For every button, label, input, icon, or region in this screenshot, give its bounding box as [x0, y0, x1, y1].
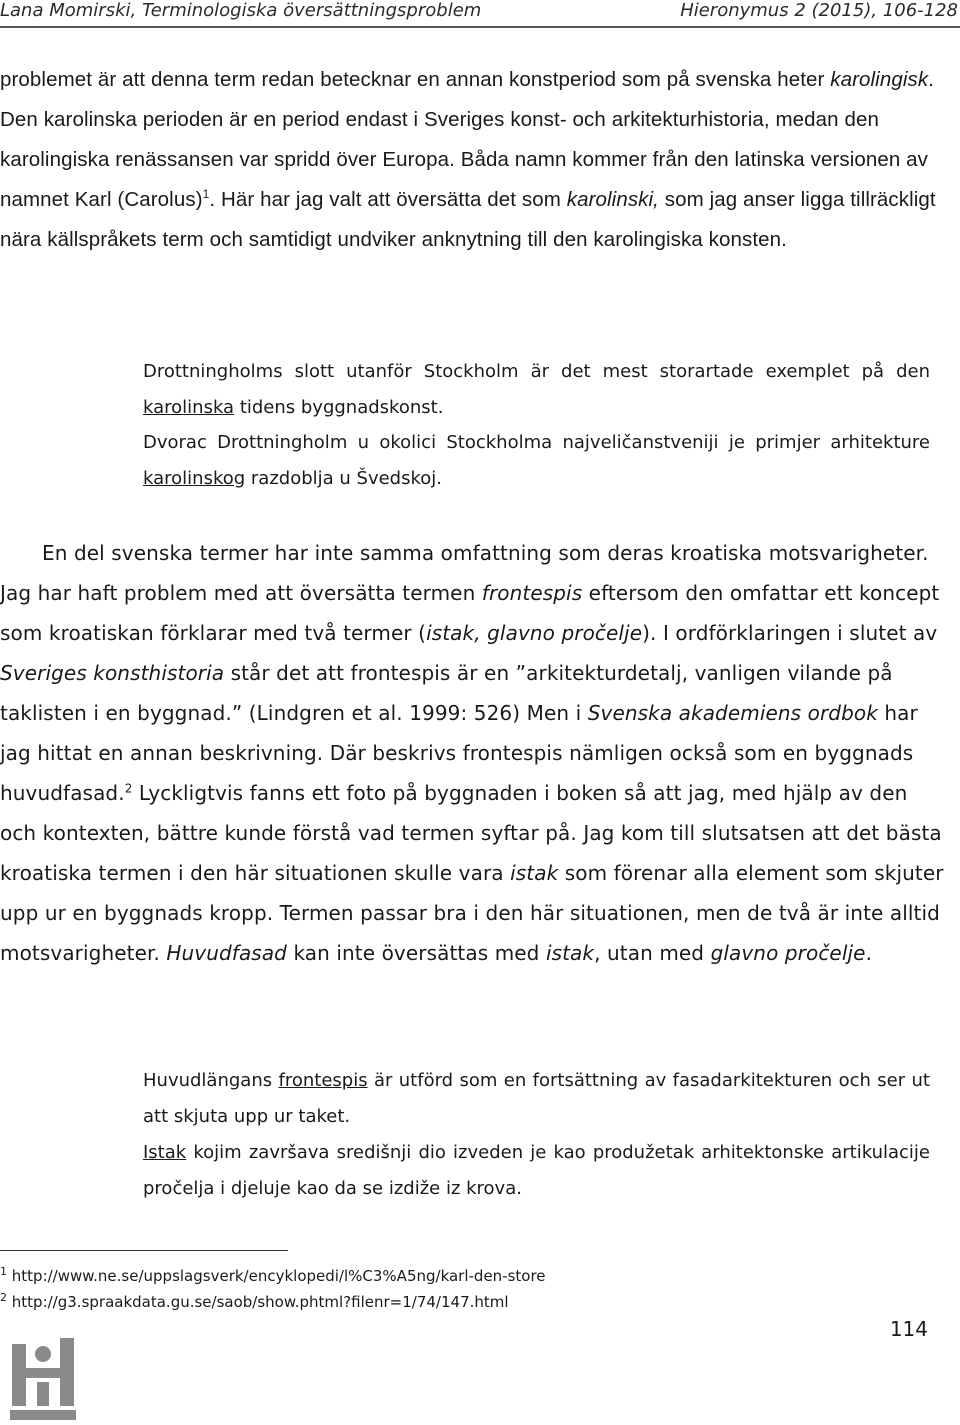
- emphasis: istak: [545, 941, 595, 965]
- emphasis: frontespis: [481, 581, 583, 605]
- footnote-mark: 2: [0, 1291, 7, 1304]
- example-croatian-1: [143, 425, 930, 497]
- header-author-title: Lana Momirski, Terminologiska översättningsproblem: [0, 0, 482, 21]
- underlined-term: karolinskog: [143, 468, 246, 489]
- paragraph-1: [0, 60, 945, 260]
- header-journal: Hieronymus 2 (2015), 106-128: [680, 0, 958, 21]
- running-header: [0, 0, 960, 36]
- text-run: En del svenska termer har inte samma omfattning som deras kroatiska motsvarigheter. Jag har haft problem med att översätta termen: [0, 541, 929, 605]
- footnote-1: [0, 1266, 546, 1286]
- emphasis: karolinski,: [566, 188, 659, 211]
- footnote-2: [0, 1292, 509, 1312]
- text-run: Lyckligtvis fanns ett foto på byggnaden i boken så att jag, med hjälp av den och kontexten, bättre kunde förstå vad termen syftar på. Jag kom till slutsatsen att det bästa kroatiska termen i den här situationen skulle vara: [0, 781, 942, 885]
- text-run: eftersom den omfattar ett koncept som kroatiskan förklarar med två termer (: [0, 581, 940, 645]
- text-run: . Här har jag valt att översätta det som: [209, 188, 567, 211]
- text-run: Drottningholms slott utanför Stockholm är det mest storartade exemplet på den: [143, 361, 930, 382]
- footnote-ref-2[interactable]: 2: [124, 781, 133, 796]
- example-swedish-2: [143, 1063, 930, 1135]
- text-run: , utan med: [594, 941, 711, 965]
- text-run: är utförd som en fortsättning av fasadarkitekturen och ser ut att skjuta upp ur taket.: [143, 1070, 930, 1127]
- emphasis: Huvudfasad: [166, 941, 287, 965]
- example-swedish-1: [143, 354, 930, 426]
- hieronymus-logo-icon: [10, 1338, 76, 1422]
- text-run: har jag hittat en annan beskrivning. Där beskrivs frontespis nämligen också som en byggnads huvudfasad.: [0, 701, 918, 805]
- text-run: Dvorac Drottningholm u okolici Stockholma najveličanstveniji je primjer arhitekture: [143, 432, 930, 453]
- text-run: kan inte översättas med: [286, 941, 546, 965]
- emphasis: Svenska akademiens ordbok: [587, 701, 878, 725]
- footnote-link[interactable]: http://www.ne.se/uppslagsverk/encyklopedi/l%C3%A5ng/karl-den-store: [11, 1267, 546, 1285]
- emphasis: glavno pročelje: [710, 941, 866, 965]
- text-run: tidens byggnadskonst.: [234, 397, 444, 418]
- footnote-mark: 1: [0, 1265, 7, 1278]
- footnote-link[interactable]: http://g3.spraakdata.gu.se/saob/show.phtml?filenr=1/74/147.html: [11, 1293, 509, 1311]
- underlined-term: frontespis: [278, 1070, 368, 1091]
- text-run: som förenar alla element som skjuter upp ur en byggnads kropp. Termen passar bra i den här situationen, men de två är inte alltid motsvarigheter.: [0, 861, 944, 965]
- text-run: som jag anser ligga tillräckligt nära källspråkets term och samtidigt undviker anknytning till den karolingiska konsten.: [0, 188, 936, 251]
- paragraph-2: [0, 533, 945, 973]
- footnote-ref-1[interactable]: 1: [202, 187, 210, 202]
- footnote-separator: [0, 1250, 288, 1251]
- emphasis: istak: [510, 861, 559, 885]
- text-run: kojim završava središnji dio izveden je kao produžetak arhitektonske artikulacije pročelja i djeluje kao da se izdiže iz krova.: [143, 1142, 930, 1199]
- emphasis: istak, glavno pročelje: [426, 621, 643, 645]
- emphasis: Sveriges konsthistoria: [0, 661, 225, 685]
- header-rule: [0, 26, 960, 28]
- text-run: står det att frontespis är en ”arkitekturdetalj, vanligen vilande på taklisten i en byggnad.” (Lindgren et al. 1999: 526) Men i: [0, 661, 893, 725]
- text-run: problemet är att denna term redan betecknar en annan konstperiod som på svenska heter: [0, 68, 831, 91]
- underlined-term: Istak: [143, 1142, 187, 1163]
- text-run: ). I ordförklaringen i slutet av: [642, 621, 938, 645]
- text-run: Huvudlängans: [143, 1070, 279, 1091]
- page-number: 114: [889, 1317, 928, 1341]
- text-run: .: [865, 941, 873, 965]
- text-run: . Den karolinska perioden är en period endast i Sveriges konst- och arkitekturhistoria, medan den karolingiska renässansen var spridd över Europa. Båda namn kommer från den latinska versionen av namnet Karl (Carolus): [0, 68, 934, 211]
- text-run: razdoblja u Švedskoj.: [245, 468, 442, 489]
- underlined-term: karolinska: [143, 397, 235, 418]
- emphasis: karolingisk: [830, 68, 929, 91]
- example-croatian-2: [143, 1135, 930, 1207]
